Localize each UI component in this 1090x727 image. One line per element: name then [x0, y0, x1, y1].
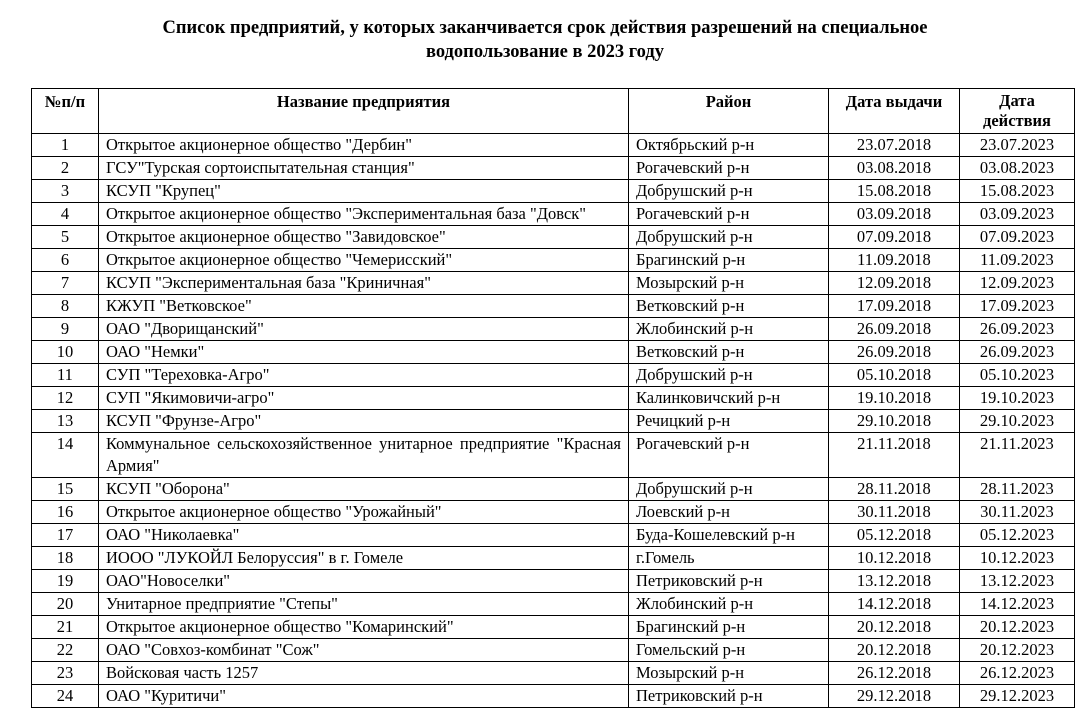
row-number: 4 — [32, 203, 99, 226]
table-row — [32, 662, 1075, 685]
district-name: Речицкий р-н — [629, 410, 829, 433]
district-name: Рогачевский р-н — [629, 433, 829, 478]
table-row — [32, 410, 1075, 433]
document-title — [0, 16, 1090, 64]
enterprise-name: ОАО "Немки" — [99, 341, 629, 364]
table-row — [32, 341, 1075, 364]
title-line-1: Список предприятий, у которых заканчивается срок действия разрешений на специальное — [162, 18, 928, 38]
row-number: 22 — [32, 639, 99, 662]
district-name: Ветковский р-н — [629, 295, 829, 318]
enterprise-name: ИООО "ЛУКОЙЛ Белоруссия" в г. Гомеле — [99, 547, 629, 570]
valid-until-date: 26.09.2023 — [960, 341, 1075, 364]
table-row — [32, 295, 1075, 318]
row-number: 21 — [32, 616, 99, 639]
header-district: Район — [629, 89, 829, 134]
table-row — [32, 364, 1075, 387]
valid-until-date: 10.12.2023 — [960, 547, 1075, 570]
district-name: Ветковский р-н — [629, 341, 829, 364]
district-name: Добрушский р-н — [629, 226, 829, 249]
district-name: Гомельский р-н — [629, 639, 829, 662]
issue-date: 05.12.2018 — [829, 524, 960, 547]
table-row — [32, 639, 1075, 662]
enterprise-name: ОАО"Новоселки" — [99, 570, 629, 593]
table-row — [32, 134, 1075, 157]
header-valid — [960, 89, 1075, 134]
row-number: 5 — [32, 226, 99, 249]
district-name: Жлобинский р-н — [629, 318, 829, 341]
row-number: 15 — [32, 478, 99, 501]
valid-until-date: 03.08.2023 — [960, 157, 1075, 180]
header-valid-line-1: Дата — [999, 91, 1035, 110]
enterprise-name: Открытое акционерное общество "Завидовское" — [99, 226, 629, 249]
issue-date: 30.11.2018 — [829, 501, 960, 524]
valid-until-date: 26.09.2023 — [960, 318, 1075, 341]
enterprise-name: ОАО "Куритичи" — [99, 685, 629, 708]
table-row — [32, 478, 1075, 501]
row-number: 10 — [32, 341, 99, 364]
table-row — [32, 203, 1075, 226]
district-name: Мозырский р-н — [629, 272, 829, 295]
district-name: Петриковский р-н — [629, 685, 829, 708]
district-name: Рогачевский р-н — [629, 203, 829, 226]
district-name: Рогачевский р-н — [629, 157, 829, 180]
enterprise-name: Открытое акционерное общество "Дербин" — [99, 134, 629, 157]
row-number: 17 — [32, 524, 99, 547]
table-row — [32, 157, 1075, 180]
district-name: Петриковский р-н — [629, 570, 829, 593]
table-row — [32, 547, 1075, 570]
header-issued: Дата выдачи — [829, 89, 960, 134]
header-valid-line-2: действия — [983, 111, 1051, 130]
district-name: Брагинский р-н — [629, 249, 829, 272]
valid-until-date: 14.12.2023 — [960, 593, 1075, 616]
enterprise-name: Открытое акционерное общество "Экспериментальная база "Довск" — [99, 203, 629, 226]
valid-until-date: 20.12.2023 — [960, 616, 1075, 639]
enterprise-name: ГСУ"Турская сортоиспытательная станция" — [99, 157, 629, 180]
enterprise-name: Унитарное предприятие "Степы" — [99, 593, 629, 616]
issue-date: 12.09.2018 — [829, 272, 960, 295]
district-name: Калинковичский р-н — [629, 387, 829, 410]
table-row — [32, 570, 1075, 593]
valid-until-date: 21.11.2023 — [960, 433, 1075, 478]
district-name: Лоевский р-н — [629, 501, 829, 524]
table-row — [32, 249, 1075, 272]
issue-date: 11.09.2018 — [829, 249, 960, 272]
row-number: 2 — [32, 157, 99, 180]
issue-date: 26.09.2018 — [829, 318, 960, 341]
issue-date: 03.08.2018 — [829, 157, 960, 180]
table-row — [32, 272, 1075, 295]
table-row — [32, 501, 1075, 524]
issue-date: 23.07.2018 — [829, 134, 960, 157]
row-number: 19 — [32, 570, 99, 593]
enterprise-name: КЖУП "Ветковское" — [99, 295, 629, 318]
valid-until-date: 15.08.2023 — [960, 180, 1075, 203]
valid-until-date: 29.10.2023 — [960, 410, 1075, 433]
enterprise-name: КСУП "Экспериментальная база "Криничная" — [99, 272, 629, 295]
issue-date: 13.12.2018 — [829, 570, 960, 593]
enterprise-name: Войсковая часть 1257 — [99, 662, 629, 685]
enterprise-name: Открытое акционерное общество "Чемерисский" — [99, 249, 629, 272]
table-body — [32, 134, 1075, 708]
row-number: 12 — [32, 387, 99, 410]
issue-date: 29.10.2018 — [829, 410, 960, 433]
row-number: 20 — [32, 593, 99, 616]
district-name: Добрушский р-н — [629, 364, 829, 387]
header-name: Название предприятия — [99, 89, 629, 134]
enterprise-name: КСУП "Фрунзе-Агро" — [99, 410, 629, 433]
enterprise-name: ОАО "Николаевка" — [99, 524, 629, 547]
district-name: Добрушский р-н — [629, 478, 829, 501]
row-number: 23 — [32, 662, 99, 685]
valid-until-date: 29.12.2023 — [960, 685, 1075, 708]
valid-until-date: 30.11.2023 — [960, 501, 1075, 524]
table-row — [32, 180, 1075, 203]
enterprise-table — [31, 88, 1075, 708]
valid-until-date: 17.09.2023 — [960, 295, 1075, 318]
issue-date: 20.12.2018 — [829, 639, 960, 662]
valid-until-date: 11.09.2023 — [960, 249, 1075, 272]
valid-until-date: 12.09.2023 — [960, 272, 1075, 295]
enterprise-name: КСУП "Оборона" — [99, 478, 629, 501]
table-row — [32, 226, 1075, 249]
issue-date: 19.10.2018 — [829, 387, 960, 410]
valid-until-date: 05.10.2023 — [960, 364, 1075, 387]
row-number: 11 — [32, 364, 99, 387]
issue-date: 28.11.2018 — [829, 478, 960, 501]
table-row — [32, 524, 1075, 547]
enterprise-name: Открытое акционерное общество "Комаринский" — [99, 616, 629, 639]
valid-until-date: 20.12.2023 — [960, 639, 1075, 662]
valid-until-date: 28.11.2023 — [960, 478, 1075, 501]
district-name: Брагинский р-н — [629, 616, 829, 639]
district-name: Буда-Кошелевский р-н — [629, 524, 829, 547]
issue-date: 10.12.2018 — [829, 547, 960, 570]
table-row — [32, 433, 1075, 478]
issue-date: 26.12.2018 — [829, 662, 960, 685]
table-row — [32, 593, 1075, 616]
issue-date: 29.12.2018 — [829, 685, 960, 708]
valid-until-date: 03.09.2023 — [960, 203, 1075, 226]
enterprise-name: ОАО "Совхоз-комбинат "Сож" — [99, 639, 629, 662]
row-number: 3 — [32, 180, 99, 203]
valid-until-date: 23.07.2023 — [960, 134, 1075, 157]
row-number: 18 — [32, 547, 99, 570]
issue-date: 26.09.2018 — [829, 341, 960, 364]
enterprise-name: КСУП "Крупец" — [99, 180, 629, 203]
row-number: 1 — [32, 134, 99, 157]
valid-until-date: 26.12.2023 — [960, 662, 1075, 685]
valid-until-date: 19.10.2023 — [960, 387, 1075, 410]
row-number: 8 — [32, 295, 99, 318]
district-name: Жлобинский р-н — [629, 593, 829, 616]
valid-until-date: 07.09.2023 — [960, 226, 1075, 249]
enterprise-name: СУП "Тереховка-Агро" — [99, 364, 629, 387]
table-row — [32, 387, 1075, 410]
row-number: 24 — [32, 685, 99, 708]
row-number: 6 — [32, 249, 99, 272]
table-row — [32, 685, 1075, 708]
valid-until-date: 13.12.2023 — [960, 570, 1075, 593]
issue-date: 07.09.2018 — [829, 226, 960, 249]
row-number: 16 — [32, 501, 99, 524]
valid-until-date: 05.12.2023 — [960, 524, 1075, 547]
district-name: г.Гомель — [629, 547, 829, 570]
header-num: №п/п — [32, 89, 99, 134]
issue-date: 14.12.2018 — [829, 593, 960, 616]
enterprise-name: Открытое акционерное общество "Урожайный" — [99, 501, 629, 524]
table-row — [32, 318, 1075, 341]
issue-date: 15.08.2018 — [829, 180, 960, 203]
issue-date: 05.10.2018 — [829, 364, 960, 387]
district-name: Добрушский р-н — [629, 180, 829, 203]
row-number: 14 — [32, 433, 99, 478]
issue-date: 03.09.2018 — [829, 203, 960, 226]
title-line-2: водопользование в 2023 году — [425, 42, 665, 62]
district-name: Октябрьский р-н — [629, 134, 829, 157]
issue-date: 20.12.2018 — [829, 616, 960, 639]
enterprise-name: ОАО "Дворищанский" — [99, 318, 629, 341]
enterprise-name: Коммунальное сельскохозяйственное унитарное предприятие "Красная Армия" — [99, 433, 629, 478]
district-name: Мозырский р-н — [629, 662, 829, 685]
enterprise-name: СУП "Якимовичи-агро" — [99, 387, 629, 410]
row-number: 7 — [32, 272, 99, 295]
issue-date: 17.09.2018 — [829, 295, 960, 318]
row-number: 9 — [32, 318, 99, 341]
table-header-row — [32, 89, 1075, 134]
table-row — [32, 616, 1075, 639]
row-number: 13 — [32, 410, 99, 433]
issue-date: 21.11.2018 — [829, 433, 960, 478]
